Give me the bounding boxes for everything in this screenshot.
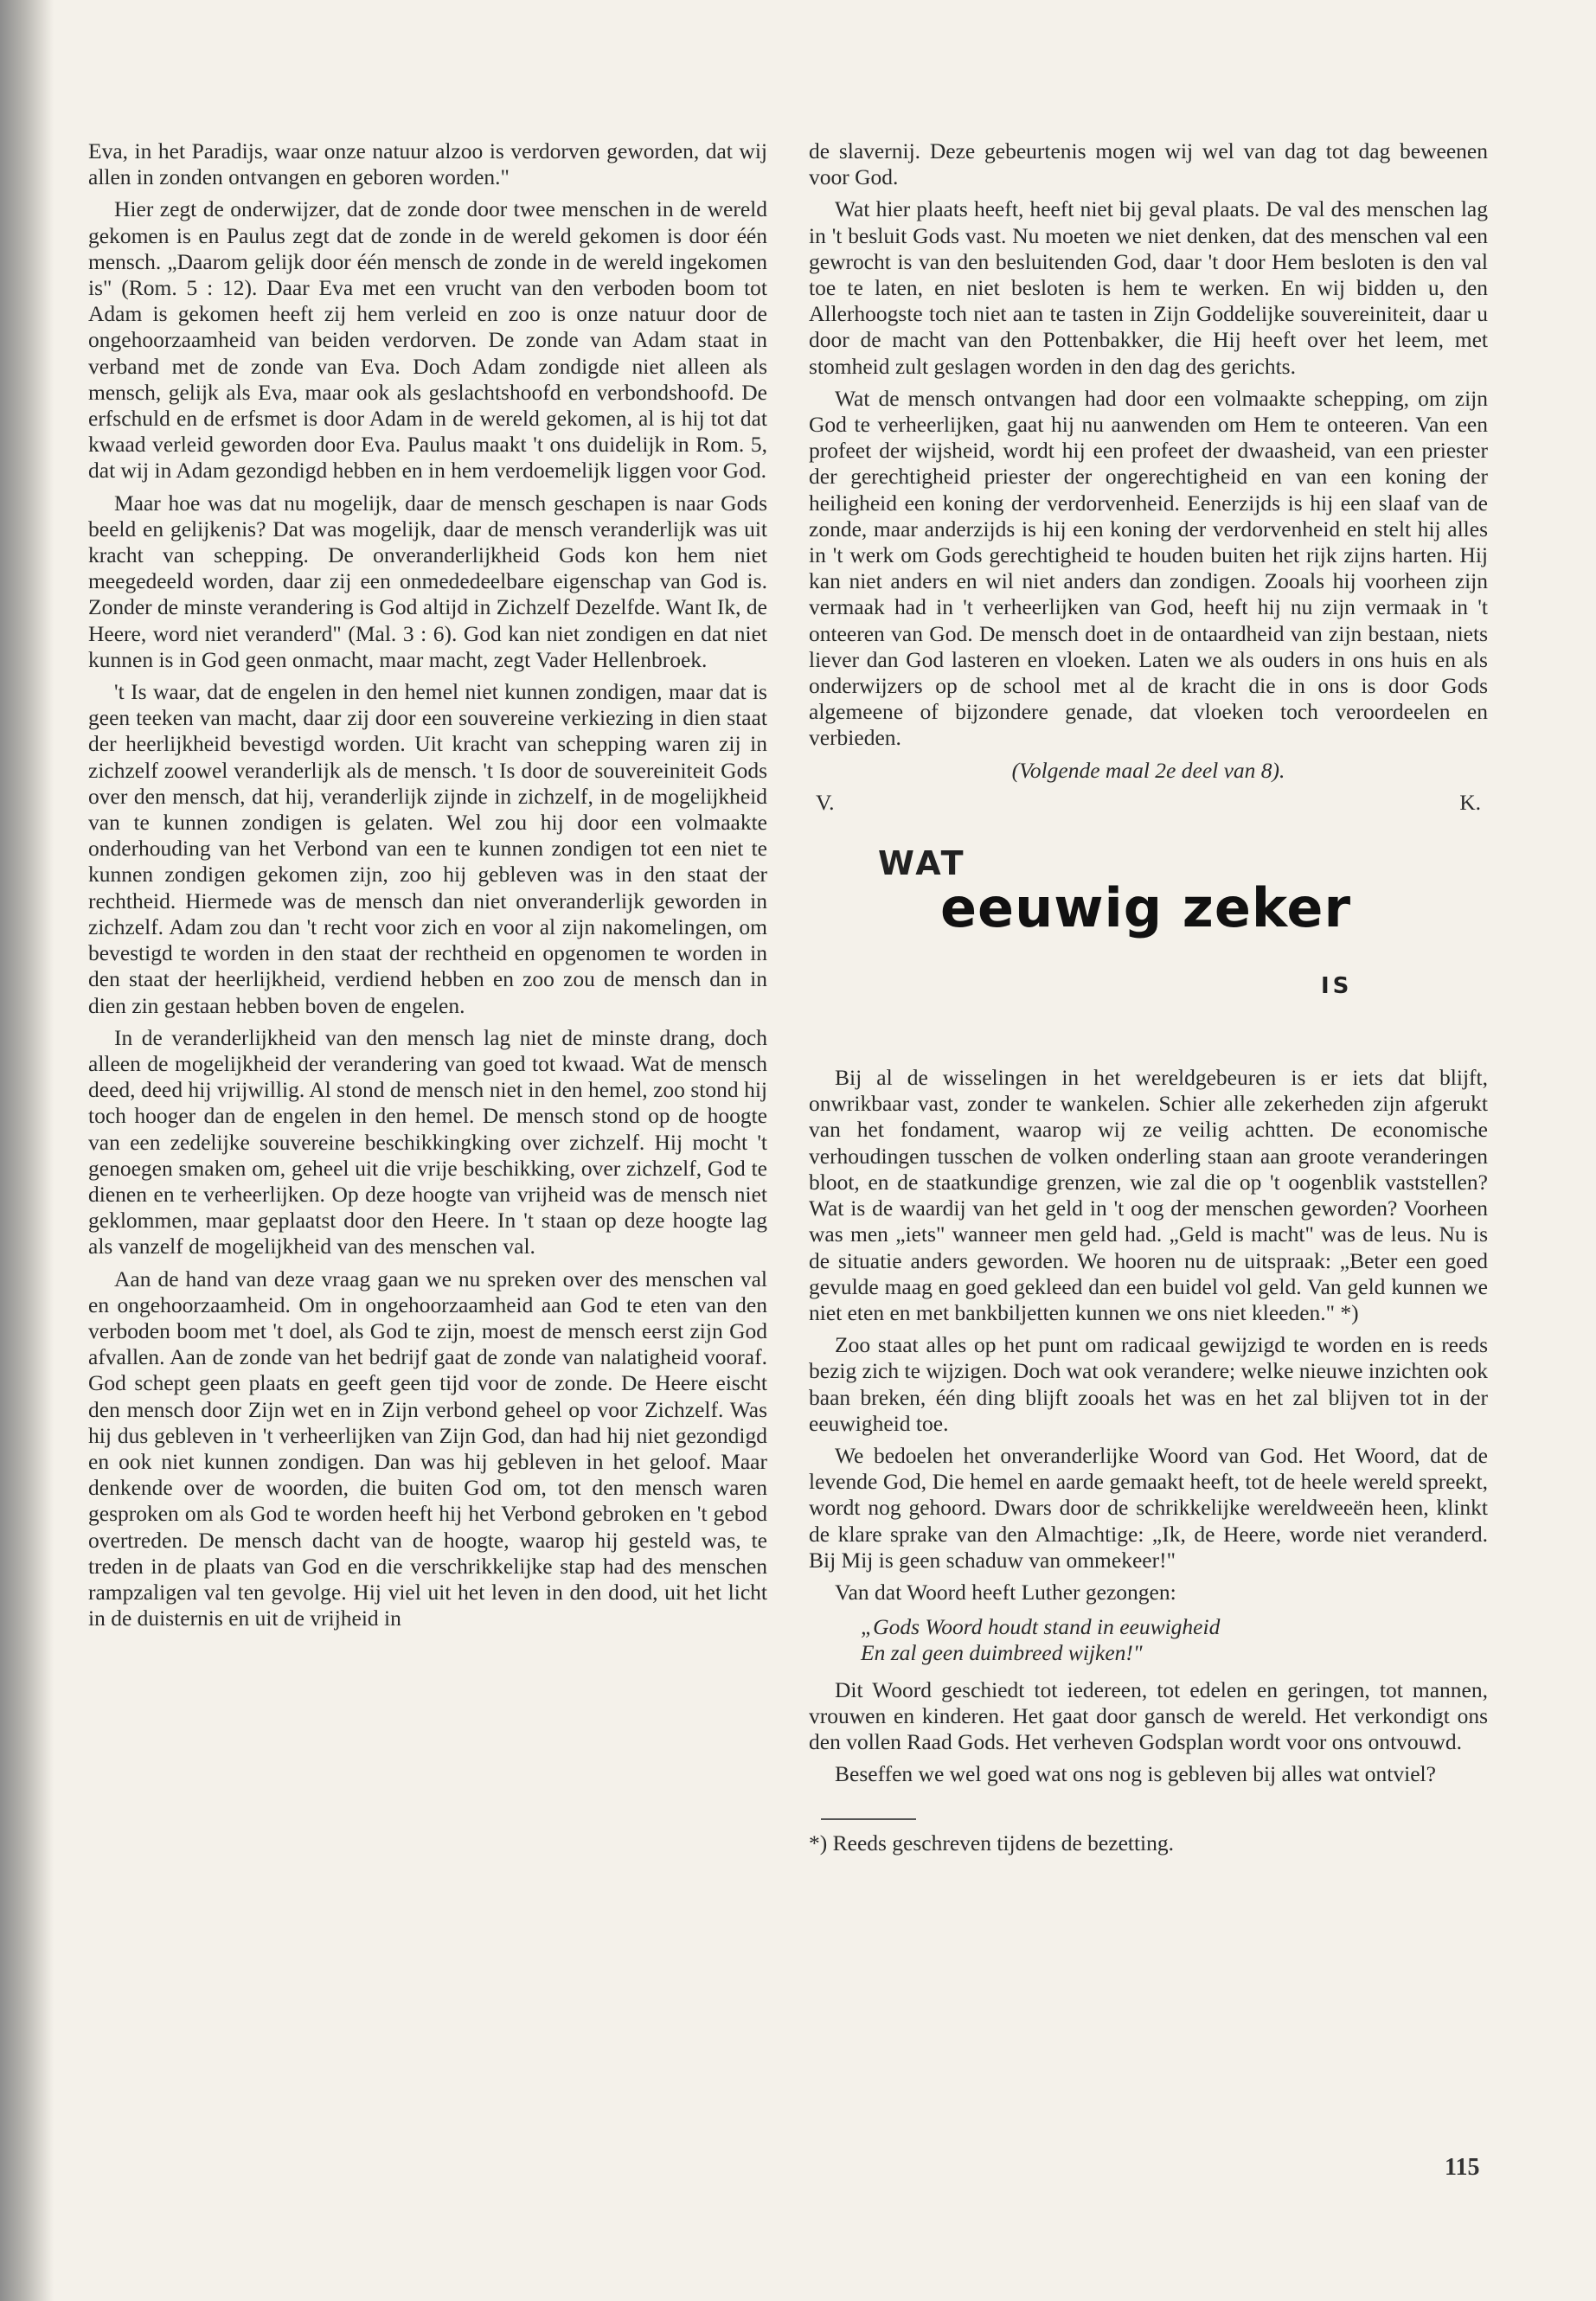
title-word-is: IS	[1321, 973, 1353, 1000]
paragraph: Wat hier plaats heeft, heeft niet bij geval plaats. De val des menschen lag in 't besluit Gods vast. Nu moeten we niet denken, dat des menschen val een gewrocht is van den besluitenden God, daar 't door Hem besloten is den val toe te laten, en niet besloten is hem te werken. En wij bidden u, den Allerhoogste toch niet aan te tasten in Zijn Goddelijke souvereiniteit, daar u door de macht van den Pottenbakker, die Hij heeft over het leem, met stomheid zult geslagen worden in den dag des gerichts.	[809, 196, 1488, 379]
paragraph: Wat de mensch ontvangen had door een volmaakte schepping, om zijn God te verheerlijken, gaat hij nu aanwenden om Hem te onteeren. Van een profeet der wijsheid, wordt hij een profeet der dwaasheid, van een priester der gerechtigheid priester der ongerechtigheid en van een koning der heiligheid een koning der verdorvenheid. Eenerzijds is hij een slaaf van de zonde, maar anderzijds is hij een koning der verdorvenheid en stelt hij alles in 't werk om Gods gerechtigheid te houden buiten het rijk zijns harten. Hij kan niet anders en wil niet anders dan zondigen. Zooals hij voorheen zijn vermaak had in 't verheerlijken van God, heeft hij nu zijn vermaak in 't onteeren van God. De mensch doet in de ontaardheid van zijn bestaan, niets liever dan God lasteren en vloeken. Laten we als ouders in ons huis en als onderwijzers op de school met al de kracht die in ons is door Gods algemeene of bijzondere genade, dat vloeken toch veroordeelen en verbieden.	[809, 385, 1488, 751]
quote-line: „Gods Woord houdt stand in eeuwigheid	[861, 1614, 1221, 1640]
page-number: 115	[1445, 2154, 1480, 2181]
left-column	[88, 138, 767, 1638]
paragraph: In de veranderlijkheid van den mensch lag niet de minste drang, doch alleen de mogelijkheid der verandering van goed tot kwaad. Wat de mensch deed, deed hij vrijwillig. Al stond de mensch niet in den hemel, zoo stond hij toch hooger dan de engelen in den hemel. De mensch stond op de hoogte van een zedelijke souvereine beschikkingking over zichzelf. Hij mocht 't genoegen smaken om, geheel uit die vrije beschikking, over zichzelf, God te dienen en te verheerlijken. Op deze hoogte van vrijheid was de mensch niet geklommen, maar geplaatst door den Heere. In 't staan op deze hoogte lag als vanzelf de mogelijkheid van des menschen val.	[88, 1024, 767, 1259]
continuation-note: (Volgende maal 2e deel van 8).	[1011, 757, 1285, 783]
footnote-divider	[821, 1818, 916, 1820]
footnote: *) Reeds geschreven tijdens de bezetting.	[809, 1830, 1175, 1856]
signature-initial-left: V.	[816, 789, 835, 815]
paragraph: Zoo staat alles op het punt om radicaal gewijzigd te worden en is reeds bezig zich te wijzigen. Doch wat ook verandere; welke nieuwe inzichten ook baan breken, één ding blijft zooals het was en het zal blijven tot in der eeuwigheid toe.	[809, 1332, 1488, 1436]
paragraph: Maar hoe was dat nu mogelijk, daar de mensch geschapen is naar Gods beeld en gelijkenis? Dat was mogelijk, daar de mensch veranderlijk was uit kracht van schepping. De onveranderlijkheid Gods kon hem niet meegedeeld worden, daar zij een onmededeelbare eigenschap van God is. Zonder de minste verandering is God altijd in Zichzelf Dezelfde. Want Ik, de Heere, word niet veranderd" (Mal. 3 : 6). God kan niet zondigen en dat niet kunnen is in God geen onmacht, maar macht, zegt Vader Hellenbroek.	[88, 490, 767, 672]
quote-line: En zal geen duimbreed wijken!"	[861, 1640, 1143, 1666]
article-title	[809, 844, 1488, 1015]
right-column	[809, 138, 1488, 1863]
scan-shadow-edge	[0, 0, 54, 2301]
paragraph: Aan de hand van deze vraag gaan we nu spreken over des menschen val en ongehoorzaamheid. Om in ongehoorzaamheid aan God te eten van den verboden boom met 't doel, als God te zijn, moest de mensch eerst zijn God afvallen. Aan de zonde van het bedrijf gaat de zonde van nalatigheid vooraf. God schept geen plaats en geeft geen tijd voor de zonde. De Heere eischt den mensch door Zijn wet en in Zijn verbond geheel op voor Zichzelf. Was hij dus gebleven in 't verheerlijken van Zijn God, dan had hij niet gezondigd en ook niet kunnen zondigen. Dan was hij gebleven in het geloof. Maar denkende over de woorden, die buiten God om, tot den mensch waren gesproken om als God te worden heeft hij het Verbond gebroken en 't gebod overtreden. De mensch dacht van de hoogte, waarop hij gesteld was, te treden in de plaats van God en die verschrikkelijke stap had des menschen rampzaligen val ten gevolge. Hij viel uit het leven in den dood, uit het licht in de duisternis en uit de vrijheid in	[88, 1266, 767, 1631]
paragraph: Van dat Woord heeft Luther gezongen:	[835, 1579, 1176, 1605]
paragraph: Dit Woord geschiedt tot iedereen, tot edelen en geringen, tot mannen, vrouwen en kinderen. Het gaat door gansch de wereld. Het verkondigt ons den vollen Raad Gods. Het verheven Godsplan wordt voor ons ontvouwd.	[809, 1676, 1488, 1754]
signature-initial-right: K.	[1459, 789, 1481, 815]
title-word-wat: WAT	[878, 844, 966, 883]
paragraph: We bedoelen het onveranderlijke Woord van God. Het Woord, dat de levende God, Die hemel en aarde gemaakt heeft, tot de heele wereld spreekt, wordt nog gehoord. Dwars door de schrikkelijke wereldweeën heen, klinkt de klare sprake van den Almachtige: „Ik, de Heere, worde niet veranderd. Bij Mij is geen schaduw van ommekeer!"	[809, 1442, 1488, 1573]
luther-quote	[861, 1614, 1488, 1666]
paragraph: 't Is waar, dat de engelen in den hemel niet kunnen zondigen, maar dat is geen teeken van macht, daar zij door een souvereine verkiezing in dien staat der heerlijkheid bevestigd worden. Uit kracht van schepping waren zij in zichzelf zoowel veranderlijk als de mensch. 't Is door de souvereiniteit Gods over den mensch, dat hij, veranderlijk zijnde in zichzelf, in de mogelijkheid van te kunnen zondigen is gelaten. Wel zou hij door een volmaakte onderhouding van het Verbond van een te kunnen zondigen tot een niet te kunnen zondigen gekomen zijn, zoo hij gebleven was in den staat der rechtheid. Hiermede was de mensch dan niet onveranderlijk geworden in zichzelf. Adam zou dan 't recht voor zich en voor al zijn nakomelingen, om bevestigd te worden in den staat der rechtheid en opgenomen te worden in den staat der heerlijkheid, verdiend hebben en zoo zou de mensch dan in dien zin gestaan hebben boven de engelen.	[88, 679, 767, 1018]
paragraph: Eva, in het Paradijs, waar onze natuur alzoo is verdorven geworden, dat wij allen in zonden ontvangen en geboren worden."	[88, 138, 767, 190]
paragraph: de slavernij. Deze gebeurtenis mogen wij wel van dag tot dag beweenen voor God.	[809, 138, 1488, 190]
signature-row	[809, 790, 1488, 816]
paragraph: Beseffen we wel goed wat ons nog is gebleven bij alles wat ontviel?	[835, 1761, 1436, 1787]
paragraph: Hier zegt de onderwijzer, dat de zonde door twee menschen in de wereld gekomen is en Paulus zegt dat de zonde in de wereld gekomen is door één mensch. „Daarom gelijk door één mensch de zonde in de wereld ingekomen is" (Rom. 5 : 12). Daar Eva met een vrucht van den verboden boom tot Adam is gekomen heeft zij hem verleid en zoo is onze natuur door de ongehoorzaamheid van beiden verdorven. De zonde van Adam staat in verband met de zonde van Eva. Doch Adam zondigde niet alleen als mensch, gelijk als Eva, maar ook als geslachtshoofd en verbondshoofd. De erfschuld en de erfsmet is door Adam in de wereld gekomen, al is hij tot dat kwaad verleid geworden door Eva. Paulus maakt 't ons duidelijk in Rom. 5, dat wij in Adam gezondigd hebben en in hem verdoemelijk liggen voor God.	[88, 196, 767, 484]
paragraph: Bij al de wisselingen in het wereldgebeuren is er iets dat blijft, onwrikbaar vast, zonder te wankelen. Schier alle zekerheden zijn afgerukt van het fondament, waarop wij ze veilig achtten. De economische verhoudingen tusschen de volken onderling staan aan groote veranderingen bloot, en de staatkundige grenzen, wie zal die op 't oogenblik vaststellen? Wat is de waardij van het geld in 't oog der menschen geworden? Voorheen was men „iets" wanneer men geld had. „Geld is macht" was de leus. Nu is de situatie anders geworden. We hooren nu de uitspraak: „Beter een goed gevulde maag en goed gekleed dan een buidel vol geld. Van geld kunnen we niet eten en met bankbiljetten kunnen we ons niet kleeden." *)	[809, 1065, 1488, 1325]
title-main-text: eeuwig zeker	[940, 876, 1352, 940]
